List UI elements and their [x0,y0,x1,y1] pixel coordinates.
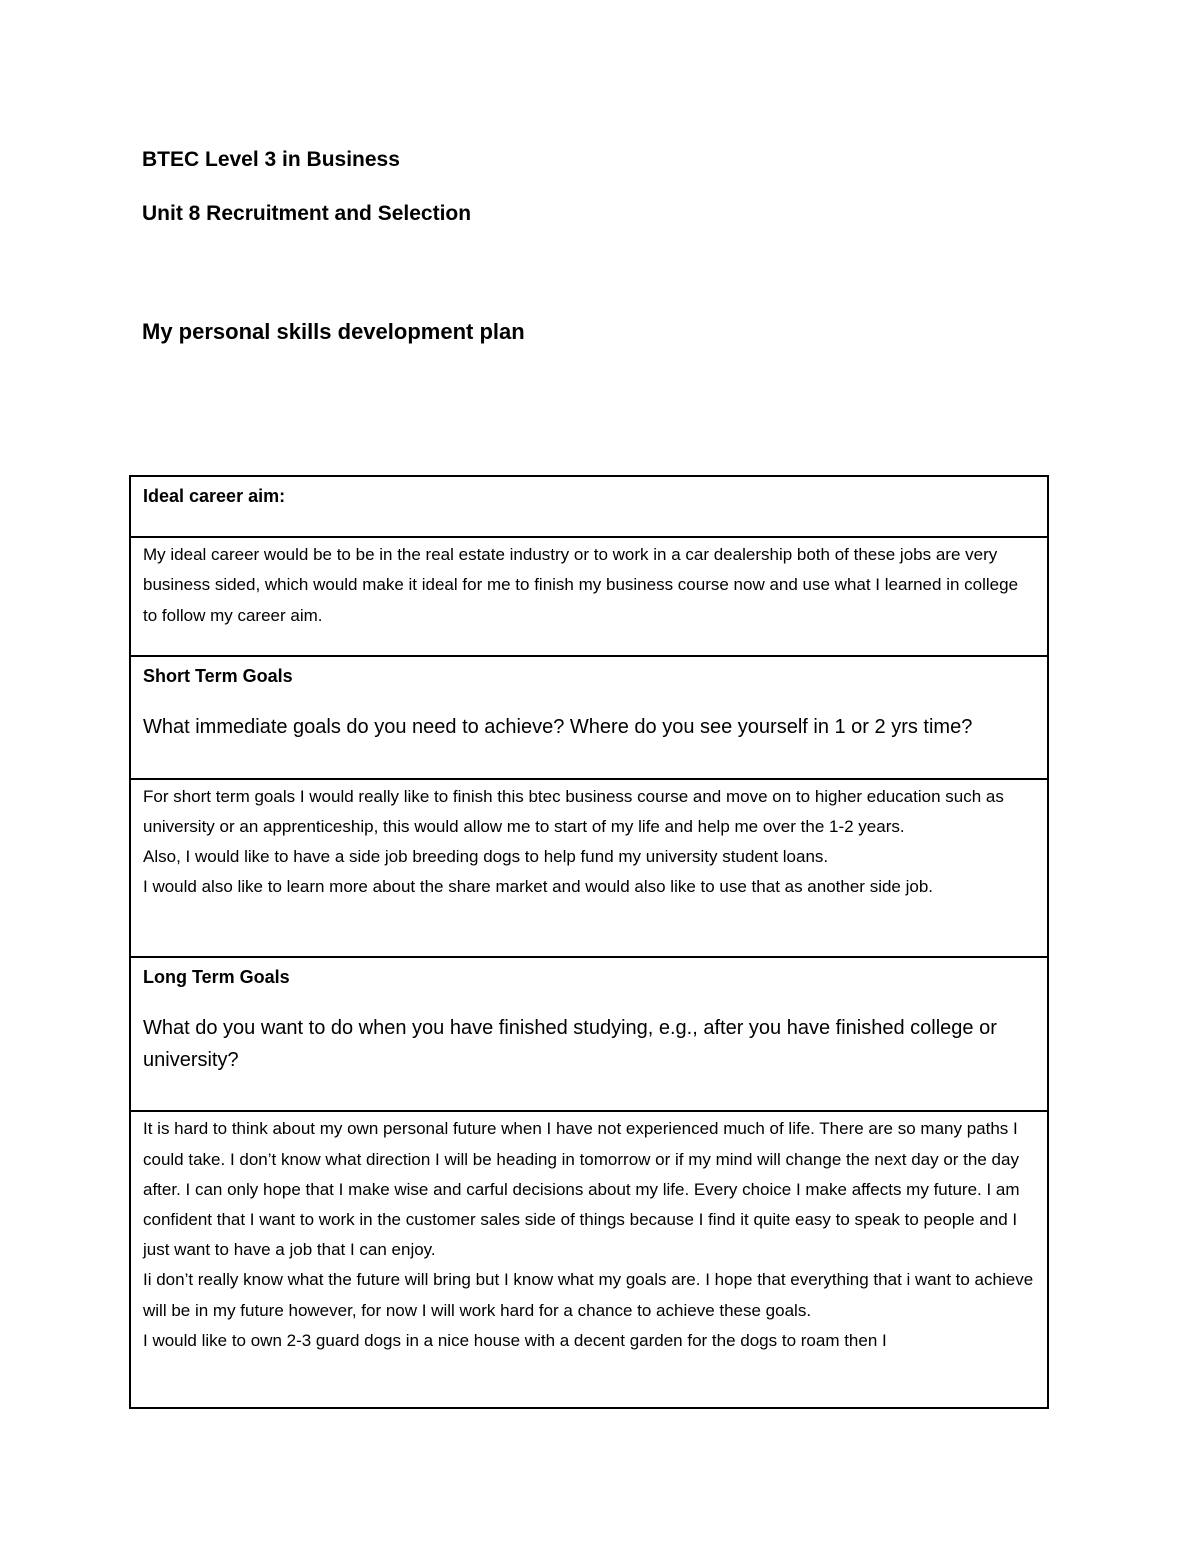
course-title: BTEC Level 3 in Business [142,148,400,171]
short-term-answer-cell [130,779,1048,957]
table-row [130,779,1048,957]
long-term-answer-cell [130,1111,1048,1408]
development-plan-table [129,475,1049,1409]
table-row [130,957,1048,1111]
short-term-label-cell [130,656,1048,778]
table-row [130,476,1048,537]
career-aim-answer-cell [130,537,1048,656]
long-term-answer-paragraph: Ii don’t really know what the future will bring but I know what my goals are. I hope that everything that i want to achieve will be in my future however, for now I will work hard for a chance to achieve these goals. [143,1270,1034,1320]
short-term-label: Short Term Goals [143,666,293,687]
table-row [130,656,1048,778]
long-term-answer-paragraph: It is hard to think about my own personal future when I have not experienced much of life. There are so many paths I could take. I don’t know what direction I will be heading in tomorrow or if my mind will change the next day or the day after. I can only hope that I make wise and carful decisions about my life. Every choice I make affects my future. I am confident that I want to work in the customer sales side of things because I find it quite easy to speak to people and I just want to have a job that I can enjoy. [143,1119,1020,1260]
short-term-answer-paragraph: I would also like to learn more about the share market and would also like to use that as another side job. [143,877,934,897]
unit-title: Unit 8 Recruitment and Selection [142,202,472,225]
long-term-answer-paragraph: I would like to own 2-3 guard dogs in a nice house with a decent garden for the dogs to roam then I [143,1330,887,1350]
short-term-question: What immediate goals do you need to achieve? Where do you see yourself in 1 or 2 yrs time? [143,716,973,739]
table-row [130,1111,1048,1408]
career-aim-label-cell [130,476,1048,537]
short-term-answer-paragraph: Also, I would like to have a side job breeding dogs to help fund my university student loans. [143,847,829,867]
table-row [130,537,1048,656]
long-term-question: What do you want to do when you have finished studying, e.g., after you have finished college or university? [143,1017,997,1071]
plan-title: My personal skills development plan [142,319,525,344]
long-term-label-cell [130,957,1048,1111]
long-term-label: Long Term Goals [143,967,290,987]
career-aim-label: Ideal career aim: [143,486,286,506]
career-aim-answer: My ideal career would be to be in the real estate industry or to work in a car dealership both of these jobs are very business sided, which would make it ideal for me to finish my business course now and use what I learned in college to follow my career aim. [143,545,1019,625]
short-term-answer-paragraph: For short term goals I would really like to finish this btec business course and move on to higher education such as university or an apprenticeship, this would allow me to start of my life and help me over the 1-2 years. [143,786,1004,836]
